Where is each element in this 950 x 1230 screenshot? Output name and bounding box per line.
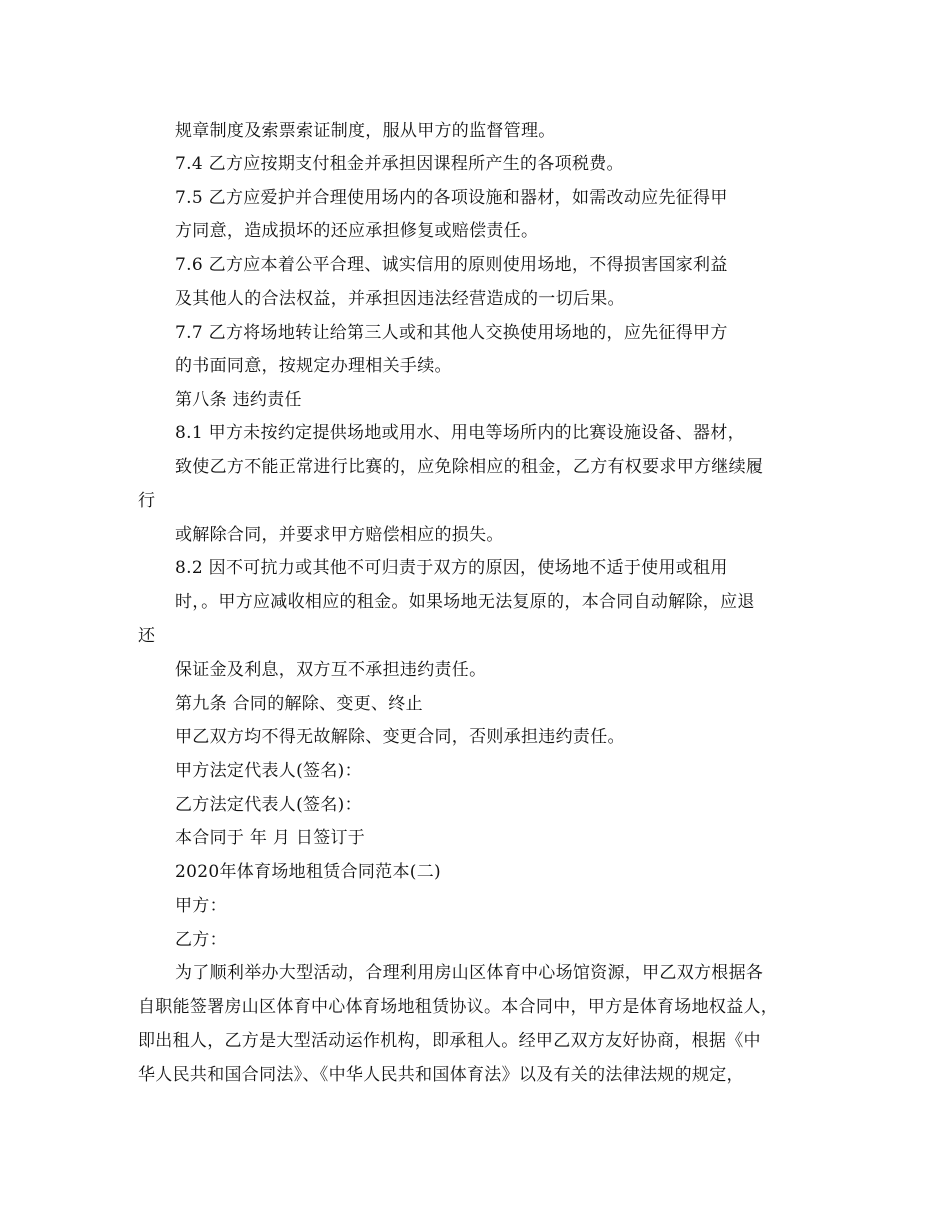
text-line: 自职能签署房山区体育中心体育场地租赁协议。本合同中，甲方是体育场地权益人， — [138, 997, 779, 1017]
text-line: 甲乙双方均不得无故解除、变更合同，否则承担违约责任。 — [175, 727, 625, 747]
text-line: 7.5 乙方应爱护并合理使用场内的各项设施和器材，如需改动应先征得甲 — [175, 188, 728, 208]
party-b-line: 乙方： — [175, 930, 227, 950]
text-line: 7.7 乙方将场地转让给第三人或和其他人交换使用场地的，应先征得甲方 — [175, 323, 728, 343]
text-line: 8.2 因不可抗力或其他不可归责于双方的原因，使场地不适于使用或租用 — [175, 558, 728, 578]
signature-line: 乙方法定代表人(签名)： — [175, 795, 362, 815]
date-line: 本合同于 年 月 日签订于 — [175, 828, 366, 848]
text-line: 华人民共和国合同法》、《中华人民共和国体育法》以及有关的法律法规的规定， — [138, 1065, 744, 1085]
text-line: 即出租人，乙方是大型活动运作机构，即承租人。经甲乙双方友好协商，根据《中 — [138, 1031, 761, 1051]
text-line: 还 — [138, 626, 156, 646]
party-a-line: 甲方： — [175, 896, 227, 916]
document-subtitle: 2020年体育场地租赁合同范本(二) — [175, 862, 441, 882]
text-line: 或解除合同，并要求甲方赔偿相应的损失。 — [175, 525, 504, 545]
signature-line: 甲方法定代表人(签名)： — [175, 761, 362, 781]
text-line: 时，。甲方应减收相应的租金。如果场地无法复原的，本合同自动解除，应退 — [175, 592, 755, 612]
text-line: 致使乙方不能正常进行比赛的，应免除相应的租金，乙方有权要求甲方继续履 — [175, 457, 764, 477]
section-heading: 第九条 合同的解除、变更、终止 — [175, 694, 423, 714]
text-line: 7.4 乙方应按期支付租金并承担因课程所产生的各项税费。 — [175, 154, 624, 174]
text-line: 7.6 乙方应本着公平合理、诚实信用的原则使用场地，不得损害国家利益 — [175, 255, 728, 275]
text-line: 行 — [138, 491, 156, 511]
section-heading: 第八条 违约责任 — [175, 390, 302, 410]
text-line: 方同意，造成损坏的还应承担修复或赔偿责任。 — [175, 221, 539, 241]
text-line: 保证金及利息，双方互不承担违约责任。 — [175, 660, 487, 680]
text-line: 的书面同意，按规定办理相关手续。 — [175, 356, 452, 376]
text-line: 规章制度及索票索证制度，服从甲方的监督管理。 — [175, 121, 556, 141]
text-line: 8.1 甲方未按约定提供场地或用水、用电等场所内的比赛设施设备、器材， — [175, 423, 745, 443]
text-line: 及其他人的合法权益，并承担因违法经营造成的一切后果。 — [175, 289, 625, 309]
text-line: 为了顺利举办大型活动，合理利用房山区体育中心场馆资源，甲乙双方根据各 — [175, 963, 764, 983]
